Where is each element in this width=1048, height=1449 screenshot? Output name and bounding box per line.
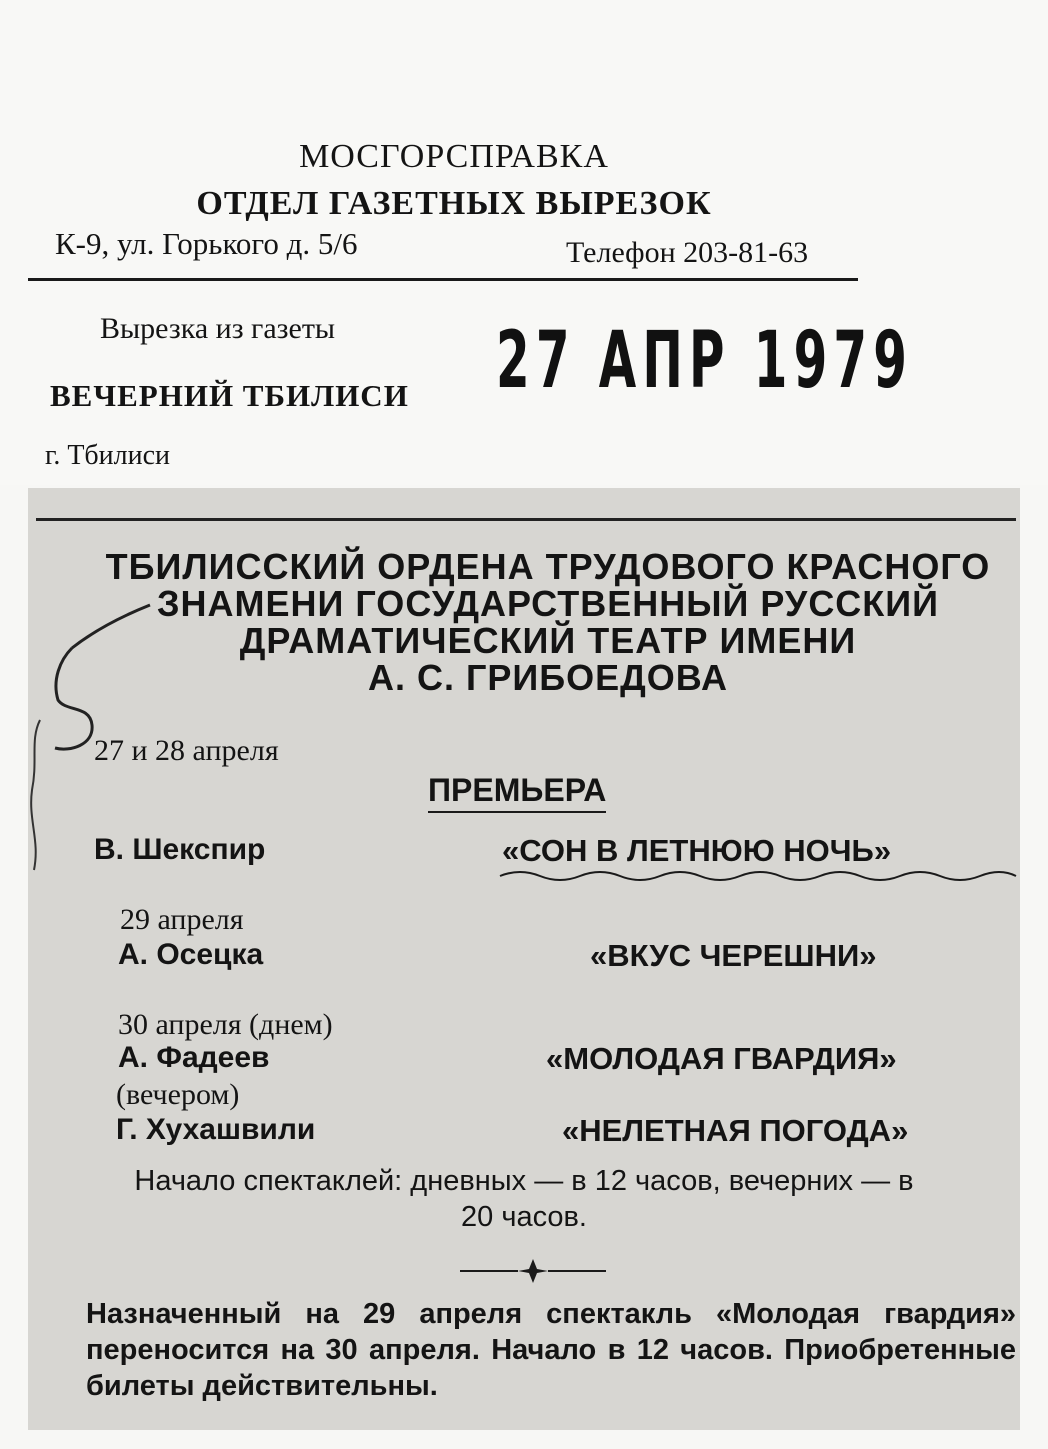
theatre-line: ДРАМАТИЧЕСКИЙ ТЕАТР ИМЕНИ (239, 620, 857, 661)
theatre-line: А. С. ГРИБОЕДОВА (367, 657, 729, 698)
date-stamp: 27 АПР 1979 (496, 316, 914, 406)
start-line: Начало спектаклей: дневных — в 12 часов, вечерних — в (134, 1165, 914, 1197)
newspaper-name: ВЕЧЕРНИЙ ТБИЛИСИ (50, 378, 409, 413)
author-4: Г. Хухашвили (116, 1113, 316, 1146)
header-rule (28, 278, 858, 281)
phone: Телефон 203-81-63 (566, 236, 809, 269)
schedule-notice: Назначенный на 29 апреля спектакль «Молодая гвардия» переносится на 30 апреля. Начало в 12 часов. Приобретенные билеты действительны. (86, 1298, 1016, 1402)
theatre-name (48, 548, 1048, 696)
play-2: «ВКУС ЧЕРЕШНИ» (590, 938, 877, 973)
dates-4: (вечером) (116, 1078, 240, 1111)
address: К-9, ул. Горького д. 5/6 (55, 226, 358, 261)
author-3: А. Фадеев (118, 1041, 270, 1074)
premiere-heading: ПРЕМЬЕРА (428, 772, 606, 813)
start-times (28, 1163, 1020, 1235)
newspaper-city: г. Тбилиси (45, 440, 171, 471)
dates-1: 27 и 28 апреля (94, 734, 279, 767)
theatre-line: ЗНАМЕНИ ГОСУДАРСТВЕННЫЙ РУССКИЙ (156, 583, 940, 624)
dates-2: 29 апреля (120, 903, 244, 936)
wavy-underline (498, 866, 1018, 886)
clip-label: Вырезка из газеты (100, 312, 336, 345)
play-1: «СОН В ЛЕТНЮЮ НОЧЬ» (502, 833, 892, 868)
org-name: МОСГОРСПРАВКА (299, 138, 609, 175)
star-divider (458, 1256, 608, 1286)
start-line: 20 часов. (461, 1201, 587, 1233)
author-2: А. Осецка (118, 938, 264, 971)
clipping-top-rule (36, 518, 1016, 521)
dept-name: ОТДЕЛ ГАЗЕТНЫХ ВЫРЕЗОК (196, 185, 712, 222)
play-3: «МОЛОДАЯ ГВАРДИЯ» (546, 1041, 897, 1076)
play-4: «НЕЛЕТНАЯ ПОГОДА» (562, 1113, 909, 1148)
dates-3: 30 апреля (днем) (118, 1008, 333, 1041)
theatre-line: ТБИЛИССКИЙ ОРДЕНА ТРУДОВОГО КРАСНОГО (105, 546, 991, 587)
header-slip (0, 0, 1048, 485)
newspaper-clipping (28, 488, 1020, 1430)
author-1: В. Шекспир (94, 833, 266, 866)
